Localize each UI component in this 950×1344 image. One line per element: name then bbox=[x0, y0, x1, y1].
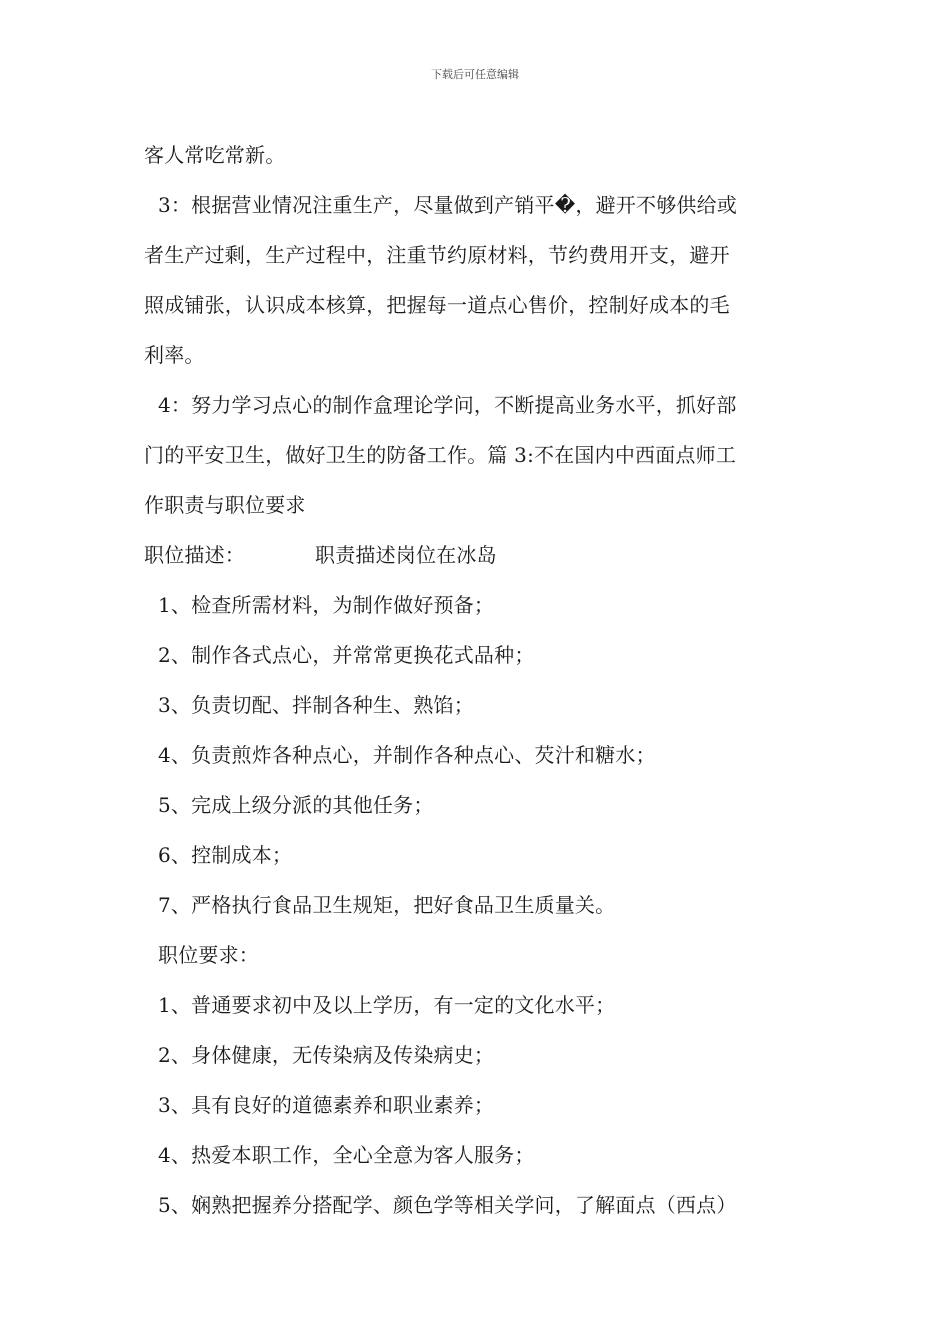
duty-item: 5、完成上级分派的其他任务； bbox=[158, 793, 434, 817]
duty-item: 2、制作各式点心，并常常更换花式品种； bbox=[158, 643, 535, 667]
duty-item: 3、负责切配、拌制各种生、熟馅； bbox=[158, 693, 474, 717]
requirement-item: 5、娴熟把握养分搭配学、颜色学等相关学问，了解面点（西点） bbox=[158, 1193, 737, 1217]
paragraph-line: 照成铺张，认识成本核算，把握每一道点心售价，控制好成本的毛 bbox=[144, 293, 730, 317]
paragraph-line: 利率。 bbox=[144, 343, 205, 367]
duty-item: 4、负责煎炸各种点心，并制作各种点心、芡汁和糖水； bbox=[158, 743, 656, 767]
duty-item: 1、检查所需材料，为制作做好预备； bbox=[158, 593, 495, 617]
paragraph-line: 门的平安卫生，做好卫生的防备工作。篇 3:不在国内中西面点师工 bbox=[144, 443, 737, 467]
requirements-heading: 职位要求： bbox=[158, 943, 259, 967]
job-description-row bbox=[144, 530, 814, 580]
paragraph-line: 客人常吃常新。 bbox=[144, 143, 286, 167]
page-header: 下载后可任意编辑 bbox=[431, 68, 519, 81]
paragraph-line: 作职责与职位要求 bbox=[144, 493, 306, 517]
requirement-item: 4、热爱本职工作，全心全意为客人服务； bbox=[158, 1143, 535, 1167]
requirement-item: 3、具有良好的道德素养和职业素养； bbox=[158, 1093, 495, 1117]
document-body bbox=[144, 130, 814, 1230]
duty-item: 6、控制成本； bbox=[158, 843, 293, 867]
requirement-item: 1、普通要求初中及以上学历，有一定的文化水平； bbox=[158, 993, 616, 1017]
requirement-item: 2、身体健康，无传染病及传染病史； bbox=[158, 1043, 495, 1067]
duty-item: 7、严格执行食品卫生规矩，把好食品卫生质量关。 bbox=[158, 893, 616, 917]
paragraph-line: 3：根据营业情况注重生产，尽量做到产销平�，避开不够供给或 bbox=[158, 193, 738, 217]
job-description-value: 职责描述岗位在冰岛 bbox=[315, 543, 497, 567]
paragraph-line: 4：努力学习点心的制作盒理论学问，不断提高业务水平，抓好部 bbox=[158, 393, 737, 417]
job-description-label: 职位描述： bbox=[144, 543, 245, 567]
paragraph-line: 者生产过剩，生产过程中，注重节约原材料，节约费用开支，避开 bbox=[144, 243, 730, 267]
